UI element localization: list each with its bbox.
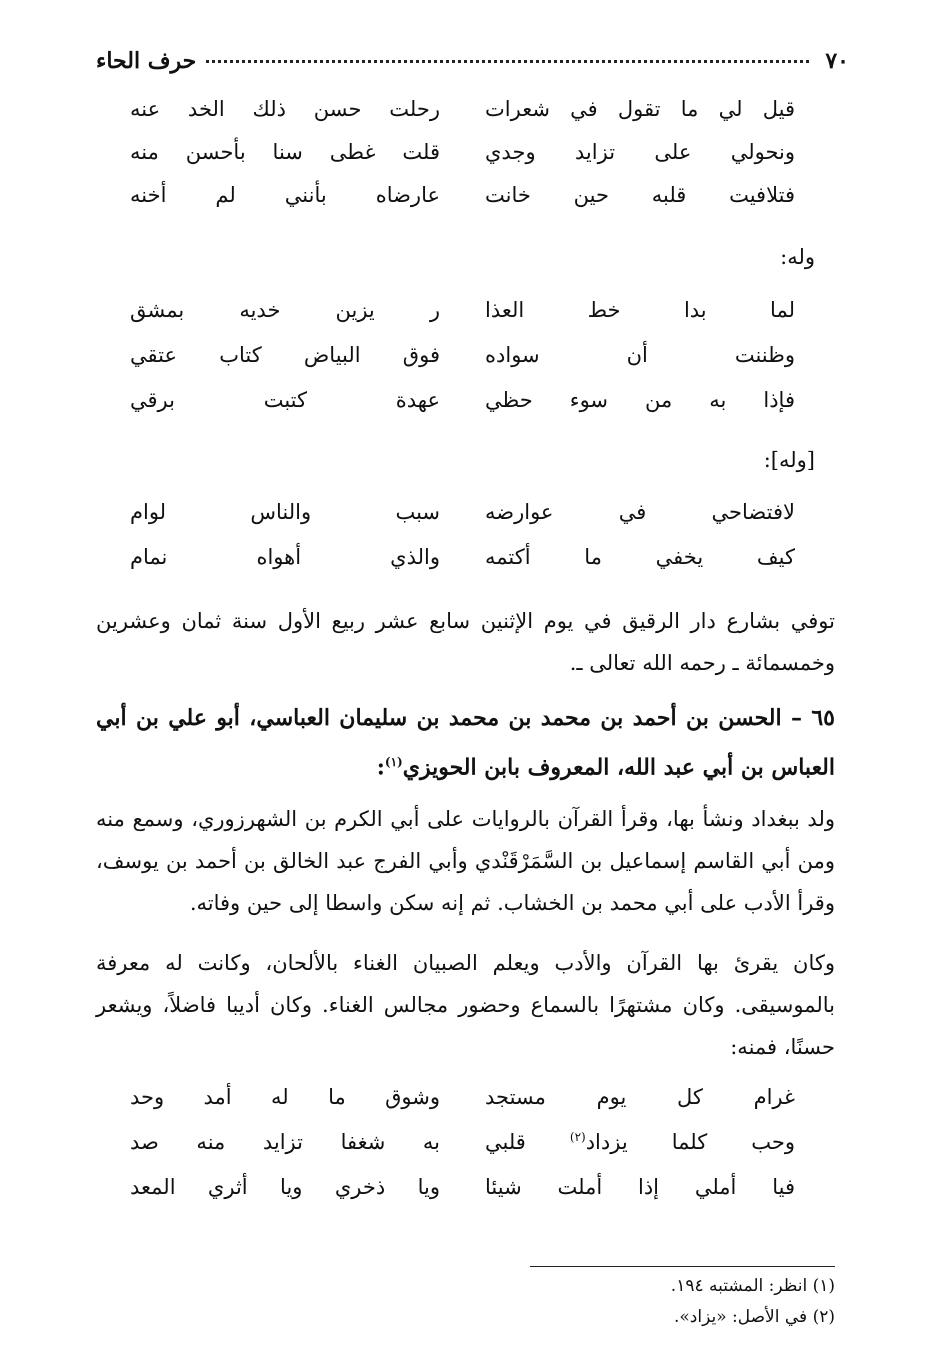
verse-second-hemistich: والذي أهواه نمام [130, 545, 440, 569]
verse-second-hemistich: فوق البياض كتاب عتقي [130, 343, 440, 367]
poem-label: وله: [780, 245, 815, 269]
verse-first-hemistich: فتلافيت قلبه حين خانت [485, 183, 795, 207]
verse-second-hemistich: وشوق ما له أمد وحد [130, 1085, 440, 1109]
hemistich-part: وحب كلما يزداد [585, 1130, 795, 1154]
footnote-ref: (٢) [569, 1130, 586, 1144]
verse [130, 388, 795, 428]
verse-first-hemistich: غرام كل يوم مستجد [485, 1085, 795, 1109]
verse-first-hemistich: كيف يخفي ما أكتمه [485, 545, 795, 569]
verse-first-hemistich: لما بدا خط العذا [485, 298, 795, 322]
verse [130, 1085, 795, 1125]
biography-entry-heading [96, 696, 835, 789]
verse [130, 1175, 795, 1215]
verse-second-hemistich: قلت غطى سنا بأحسن منه [130, 140, 440, 164]
footnote-separator [530, 1266, 835, 1267]
footnote: (٢) في الأصل: «يزاد». [674, 1307, 835, 1327]
verse-second-hemistich: ر يزين خديه بمشق [130, 298, 440, 322]
hemistich-part: قلبي [485, 1130, 570, 1154]
biography-paragraph: ولد ببغداد ونشأ بها، وقرأ القرآن بالروايات على أبي الكرم بن الشهرزوري، وسمع منه ومن أبي القاسم إسماعيل بن السَّمَرْقَنْدي وأبي الفرج عبد الخالق بن أحمد بن يوسف، وقرأ الأدب على أبي محمد بن الخشاب. ثم إنه سكن واسطا إلى حين وفاته. [96, 807, 835, 915]
footnote-ref: (١) [384, 755, 403, 769]
verse [130, 183, 795, 223]
verse-second-hemistich: ويا ذخري ويا أثري المعد [130, 1175, 440, 1199]
poem-label: [وله]: [763, 448, 815, 472]
death-note: توفي بشارع دار الرقيق في يوم الإثنين سابع عشر ربيع الأول سنة ثمان وعشرين وخمسمائة ـ رحمه الله تعالى ـ. [96, 609, 835, 675]
entry-colon: : [376, 754, 385, 781]
verse [130, 500, 795, 540]
footnote: (١) انظر: المشتبه ١٩٤. [670, 1276, 835, 1296]
header-leader-dots [206, 60, 809, 63]
verse [130, 1130, 795, 1170]
verse [130, 343, 795, 383]
verse-first-hemistich: فإذا به من سوء حظي [485, 388, 795, 412]
verse-second-hemistich: سبب والناس لوام [130, 500, 440, 524]
verse-second-hemistich: به شغفا تزايد منه صد [130, 1130, 440, 1154]
verse [130, 140, 795, 180]
verse-first-hemistich [485, 1130, 795, 1154]
verse-second-hemistich: عهدة كتبت برقي [130, 388, 440, 412]
verse-first-hemistich: ونحولي على تزايد وجدي [485, 140, 795, 164]
verse-second-hemistich: رحلت حسن ذلك الخد عنه [130, 97, 440, 121]
verse-first-hemistich: قيل لي ما تقول في شعرات [485, 97, 795, 121]
verse [130, 97, 795, 137]
page-number: ٧٠ [825, 48, 849, 74]
verse-first-hemistich: وظننت أن سواده [485, 343, 795, 367]
verse [130, 298, 795, 338]
verse [130, 545, 795, 585]
verse-first-hemistich: فيا أملي إذا أملت شيئا [485, 1175, 795, 1199]
page-header [96, 48, 849, 78]
chapter-title: حرف الحاء [96, 48, 197, 74]
verse-first-hemistich: لافتضاحي في عوارضه [485, 500, 795, 524]
entry-title: ٦٥ – الحسن بن أحمد بن محمد بن محمد بن سليمان العباسي، أبو علي بن أبي العباس بن أبي عبد الله، المعروف بابن الحويزي [96, 705, 835, 781]
verse-second-hemistich: عارضاه بأنني لم أخنه [130, 183, 440, 207]
biography-paragraph: وكان يقرئ بها القرآن والأدب ويعلم الصبيان الغناء بالألحان، وكانت له معرفة بالموسيقى. وكان مشتهرًا بالسماع وحضور مجالس الغناء. وكان أديبا فاضلاً، ويشعر حسنًا، فمنه: [96, 951, 835, 1059]
